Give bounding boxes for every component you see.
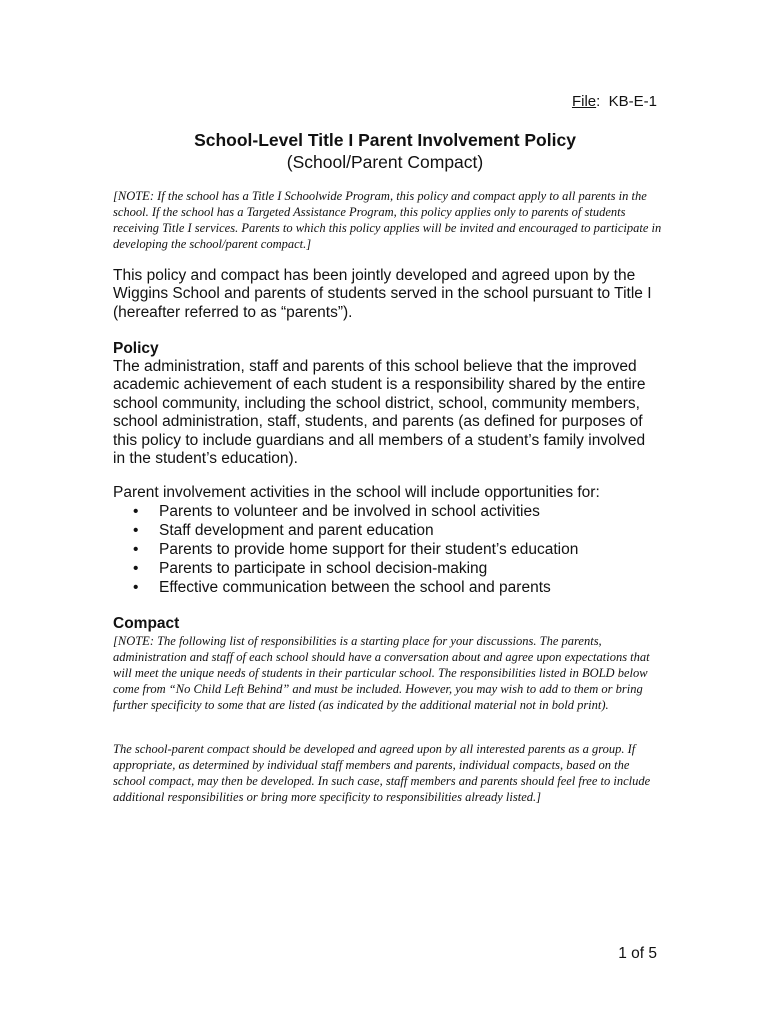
file-reference	[572, 93, 657, 110]
file-separator: :	[596, 93, 601, 110]
list-item-text: Parents to provide home support for their student’s education	[159, 541, 579, 558]
list-item	[113, 559, 658, 578]
file-code: KB-E-1	[608, 93, 657, 110]
compact-development-note: The school-parent compact should be developed and agreed upon by all interested parents as a group. If appropriate, as determined by individual staff members and parents, individual compacts, based on the school compact, may then be developed. In such case, staff members and parents should feel free to include additional responsibilities or bring more specificity to responsibilities already listed.]	[113, 742, 651, 804]
list-item	[113, 502, 658, 521]
list-item	[113, 540, 658, 559]
list-item-text: Parents to participate in school decision-making	[159, 560, 488, 577]
compact-heading: Compact	[113, 615, 180, 632]
compact-note: [NOTE: The following list of responsibilities is a starting place for your discussions. The parents, administration and staff of each school should have a conversation about and agree upon expectations that will meet the unique needs of students in their particular school. The responsibilities listed in BOLD below come from “No Child Left Behind” and must be included. However, you may wish to add to them or bring further specificity to some that are listed (as indicated by the additional material not in bold print).	[113, 634, 650, 712]
file-label: File	[571, 93, 597, 110]
document-title: School-Level Title I Parent Involvement Policy	[194, 130, 576, 150]
intro-paragraph: This policy and compact has been jointly developed and agreed upon by the Wiggins School and parents of students served in the school pursuant to Title I (hereafter referred to as “parents”).	[113, 267, 652, 321]
policy-heading: Policy	[113, 340, 159, 357]
list-item	[113, 521, 658, 540]
list-item-text: Effective communication between the school and parents	[159, 579, 551, 596]
list-item-text: Staff development and parent education	[159, 522, 434, 539]
bullet-icon: •	[133, 541, 139, 558]
document-subtitle: (School/Parent Compact)	[286, 152, 484, 172]
list-item	[113, 578, 658, 597]
bullet-icon: •	[133, 579, 139, 596]
bullet-icon: •	[133, 503, 139, 520]
list-item-text: Parents to volunteer and be involved in school activities	[159, 503, 540, 520]
page-number: 1 of 5	[618, 945, 657, 962]
bullet-icon: •	[133, 522, 139, 539]
schoolwide-note: [NOTE: If the school has a Title I Schoolwide Program, this policy and compact apply to all parents in the school. If the school has a Targeted Assistance Program, this policy applies only to parents of students receiving Title I services. Parents to which this policy applies will be invited and encouraged to participate in developing the school/parent compact.]	[113, 189, 662, 251]
policy-paragraph: The administration, staff and parents of this school believe that the improved academic achievement of each student is a responsibility shared by the entire school community, including the school district, school, community members, school administration, staff, students, and parents (as defined for purposes of this policy to include guardians and all members of a student’s family involved in the student’s education).	[113, 358, 646, 468]
bullet-icon: •	[133, 560, 139, 577]
activities-list	[113, 502, 658, 597]
activities-intro: Parent involvement activities in the school will include opportunities for:	[113, 484, 600, 501]
